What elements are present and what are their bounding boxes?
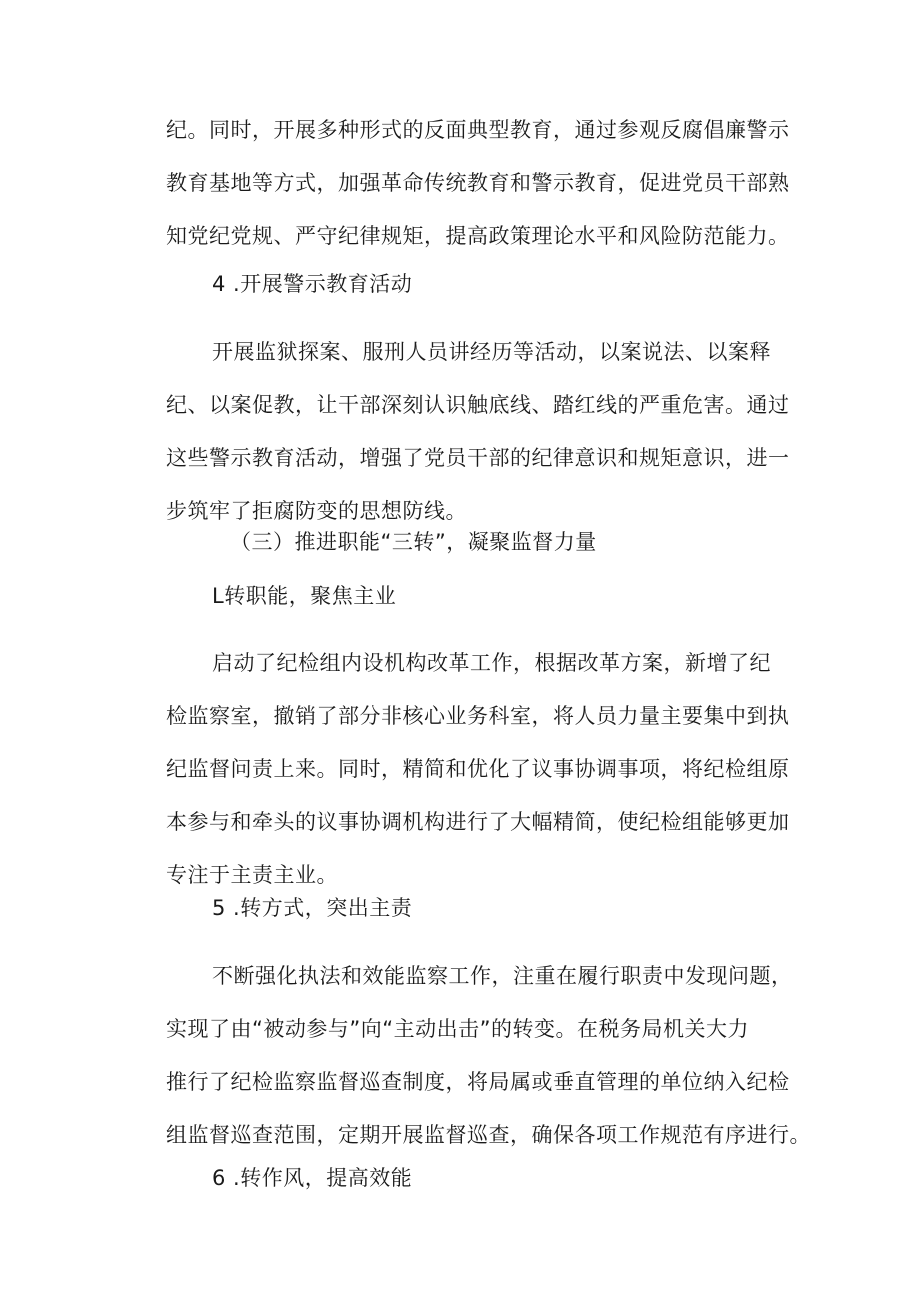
text-line: 启动了纪检组内设机构改革工作，根据改革方案，新增了纪 [212,651,771,675]
heading-text: 5 .转方式，突出主责 [212,896,413,920]
paragraph-method-change [166,950,811,1162]
text-line: 检监察室，撤销了部分非核心业务科室，将人员力量主要集中到执 [166,704,790,728]
text-line: 教育基地等方式，加强革命传统教育和警示教育，促进党员干部熟 [166,171,790,195]
text-line: 开展监狱探案、服刑人员讲经历等活动，以案说法、以案释 [212,340,771,364]
heading-6 [166,1152,786,1205]
text-line: 实现了由“被动参与”向“主动出击”的转变。在税务局机关大力 [166,1017,750,1041]
text-line: 专注于主责主业。 [166,863,338,887]
heading-5 [166,882,786,935]
section-heading-3 [166,516,786,569]
text-line: 纪。同时，开展多种形式的反面典型教育，通过参观反腐倡廉警示 [166,118,790,142]
heading-text: 4 .开展警示教育活动 [212,272,413,296]
text-line: 组监督巡查范围，定期开展监督巡查，确保各项工作规范有序进行。 [166,1123,811,1147]
paragraph-warning-education [166,104,790,263]
heading-4 [166,258,786,311]
text-line: 知党纪党规、严守纪律规矩，提高政策理论水平和风险防范能力。 [166,224,790,248]
heading-text: （三）推进职能“三转”，凝聚监督力量 [230,530,597,554]
text-line: 本参与和牵头的议事协调机构进行了大幅精简，使纪检组能够更加 [166,810,790,834]
text-line: 步筑牢了拒腐防变的思想防线。 [166,499,467,523]
text-line: 纪监督问责上来。同时，精简和优化了议事协调事项，将纪检组原 [166,757,790,781]
heading-text: L转职能，聚焦主业 [212,584,397,608]
paragraph-warning-activities [166,326,790,538]
text-line: 纪、以案促教，让干部深刻认识触底线、踏红线的严重危害。通过 [166,393,790,417]
paragraph-function-reform [166,637,790,902]
text-line: 这些警示教育活动，增强了党员干部的纪律意识和规矩意识，进一 [166,446,790,470]
text-line: 推行了纪检监察监督巡查制度，将局属或垂直管理的单位纳入纪检 [166,1070,790,1094]
heading-l [166,570,786,623]
text-line: 不断强化执法和效能监察工作，注重在履行职责中发现问题， [212,964,793,988]
heading-text: 6 .转作风，提高效能 [212,1166,413,1190]
